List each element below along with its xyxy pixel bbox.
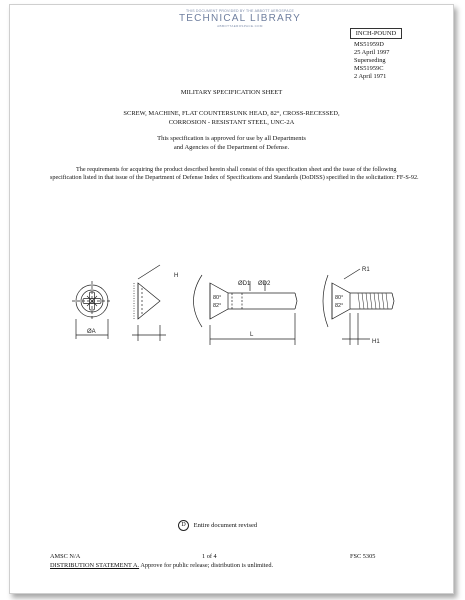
angle-label-1: 80° <box>213 295 222 301</box>
revision-note <box>178 520 257 531</box>
revision-symbol: D <box>178 520 189 531</box>
sheet-title: MILITARY SPECIFICATION SHEET <box>180 89 283 96</box>
dim-label-r1: R1 <box>362 267 370 273</box>
full-screw-view <box>194 275 298 345</box>
angle-label-3: 80° <box>335 295 344 301</box>
logo-top-line: THIS DOCUMENT PROVIDED BY THE ABBOTT AEROSPACE <box>185 9 295 13</box>
doc-id: MS51959D <box>354 41 384 48</box>
item-title <box>10 109 453 127</box>
page-number: 1 of 4 <box>202 553 217 560</box>
distribution-statement <box>50 562 273 569</box>
superseded-date: 2 April 1971 <box>354 73 387 80</box>
head-profile-view <box>132 265 178 341</box>
inch-pound-box: INCH-POUND <box>350 28 402 39</box>
amsc-label: AMSC N/A <box>50 553 81 560</box>
angle-label-2: 82° <box>213 303 222 309</box>
distribution-text: Approve for public release; distribution is unlimited. <box>140 562 274 569</box>
approval-line2: and Agencies of the Department of Defense. <box>173 144 290 151</box>
dim-label-l: L <box>250 332 254 338</box>
dim-label-h1: H1 <box>372 339 380 345</box>
library-logo <box>150 9 330 29</box>
document-info <box>354 41 390 81</box>
dim-label-d1: ØD1 <box>238 281 251 287</box>
angle-label-4: 82° <box>335 303 344 309</box>
top-view <box>72 281 112 339</box>
item-title-line2: CORROSION - RESISTANT STEEL, UNC-2A <box>168 119 295 126</box>
logo-url: ABBOTTAEROSPACE.COM <box>217 24 263 28</box>
superseded-id: MS51959C <box>354 65 384 72</box>
distribution-label: DISTRIBUTION STATEMENT A. <box>50 562 140 569</box>
dim-label-da: ØA <box>87 329 96 335</box>
document-page <box>9 4 454 594</box>
threaded-screw-view <box>323 267 394 345</box>
revision-text: Entire document revised <box>193 521 258 529</box>
dim-label-h: H <box>174 273 179 279</box>
requirements-paragraph: The requirements for acquiring the product described herein shall consist of this specification sheet and the issue of the following specification listed in that issue of the Department of Defense Index of Specifications and Standards (DoDISS) specified in the solicitation: FF-S-92. <box>50 166 419 182</box>
approval-line1: This specification is approved for use by all Departments <box>157 135 306 142</box>
dim-label-d2: ØD2 <box>258 281 271 287</box>
approval-statement <box>10 134 453 152</box>
screw-drawing <box>60 263 410 353</box>
logo-name: TECHNICAL LIBRARY <box>178 13 302 24</box>
superseding-label: Superseding <box>354 57 386 64</box>
item-title-line1: SCREW, MACHINE, FLAT COUNTERSUNK HEAD, 82°, CROSS-RECESSED, <box>123 110 340 117</box>
fsc-code: FSC 5305 <box>350 553 376 560</box>
doc-date: 25 April 1997 <box>354 49 390 56</box>
